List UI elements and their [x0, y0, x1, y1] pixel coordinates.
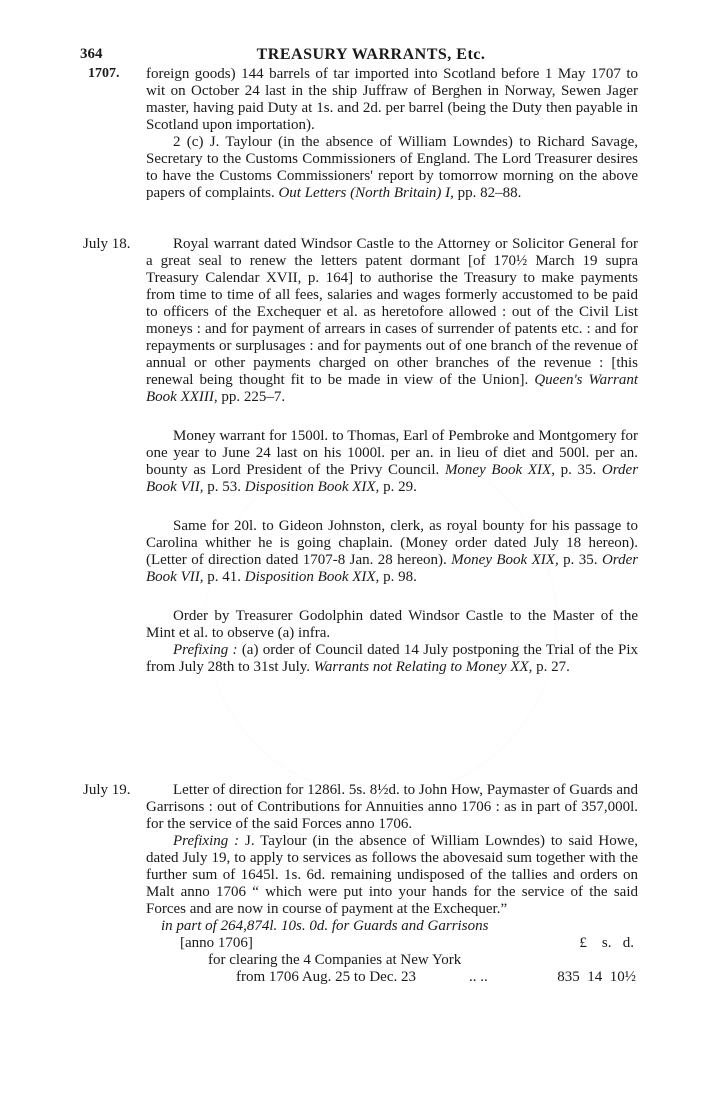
- royal-warrant-para: Royal warrant dated Windsor Castle to the Attorney or Solicitor General for a great seal to renew the letters patent dormant [of 170½ March 19 supra Treasury Calendar XVII, p. 164] to authorise the Treasury to make payments from time to time of all fees, salaries and wages formerly accustomed to be paid to officers of the Exchequer et al. as heretofore allowed : out of the Civil List moneys : and for payment of arrears in cases of surrender of patents etc. : and for repayments or surplusages : and for payments out of one branch of the revenue of annual or other payments charged on other branches of the revenue : [this renewal being thought fit to be made in view of the Union]. Queen's Warrant Book XXIII, pp. 225–7.: [146, 236, 638, 405]
- item-amount: 835 14 10½: [557, 969, 636, 985]
- mint-order-para: Order by Treasurer Godolphin dated Windsor Castle to the Master of the Mint et al. to observe (a) infra.: [146, 608, 638, 641]
- letter-of-direction-para: Letter of direction for 1286l. 5s. 8½d. to John How, Paymaster of Guards and Garrisons : out of Contributions for Annuities anno 1706 : as in part of 357,000l. for the service of the said Forces anno 1706.: [146, 782, 638, 832]
- account-item-row: for clearing the 4 Companies at New York: [208, 952, 462, 968]
- july-18-block: [146, 236, 638, 676]
- account-heading: in part of 264,874l. 10s. 0d. for Guards and Garrisons: [161, 918, 489, 934]
- pix-prefix-para: Prefixing : (a) order of Council dated 14 July postponing the Trial of the Pix from July 28th to 31st July. Warrants not Relating to Money XX, p. 27.: [146, 642, 638, 675]
- dot-leader: .. ..: [469, 969, 488, 985]
- running-title: TREASURY WARRANTS, Etc.: [256, 46, 486, 63]
- money-warrant-johnston-para: Same for 20l. to Gideon Johnston, clerk, as royal bounty for his passage to Carolina whither he is going chaplain. (Money order dated July 18 hereon). (Letter of direction dated 1707-8 Jan. 28 hereon). Money Book XIX, p. 35. Order Book VII, p. 41. Disposition Book XIX, p. 98.: [146, 518, 639, 585]
- customs-letter-para: 2 (c) J. Taylour (in the absence of William Lowndes) to Richard Savage, Secretary to the Customs Commissioners of England. The Lord Treasurer desires to have the Customs Commissioners' report by tomorrow morning on the above papers of complaints. Out Letters (North Britain) I, pp. 82–88.: [146, 134, 638, 201]
- source-reference: Out Letters (North Britain) I,: [278, 185, 454, 201]
- july-19-block: [146, 782, 638, 986]
- page-number: 364: [80, 46, 103, 62]
- continuation-para: foreign goods) 144 barrels of tar imported into Scotland before 1 May 1707 to wit on October 24 last in the ship Juffraw of Berghen in Norway, Sewen Jager master, having paid Duty at 1s. and 2d. per barrel (being the Duty then payable in Scotland upon importation).: [146, 66, 638, 133]
- source-reference: Queen's Warrant Book XXIII,: [146, 372, 638, 405]
- account-item-row: from 1706 Aug. 25 to Dec. 23 .. .. 835 14 10½: [236, 969, 636, 985]
- how-prefix-para: Prefixing : J. Taylour (in the absence of William Lowndes) to said Howe, dated July 19, to apply to services as follows the abovesaid sum together with the further sum of 1645l. 1s. 6d. remaining undisposed of the tallies and orders on Malt anno 1706 “ which were put into your hands for the service of the said Forces and are now in course of payment at the Exchequer.”: [146, 833, 639, 917]
- currency-column-heads: £ s. d.: [579, 935, 634, 951]
- account-subheading-row: [anno 1706] £ s. d.: [180, 935, 634, 951]
- money-warrant-pembroke-para: Money warrant for 1500l. to Thomas, Earl of Pembroke and Montgomery for one year to June 24 last on his 1000l. per an. in lieu of diet and 500l. per an. bounty as Lord President of the Privy Council. Money Book XIX, p. 35. Order Book VII, p. 53. Disposition Book XIX, p. 29.: [146, 428, 639, 495]
- running-head: [80, 46, 662, 66]
- margin-year: 1707.: [88, 66, 120, 81]
- entry-date-july-18: July 18.: [83, 236, 131, 252]
- entry-date-july-19: July 19.: [83, 782, 131, 798]
- continuation-block: [146, 66, 638, 202]
